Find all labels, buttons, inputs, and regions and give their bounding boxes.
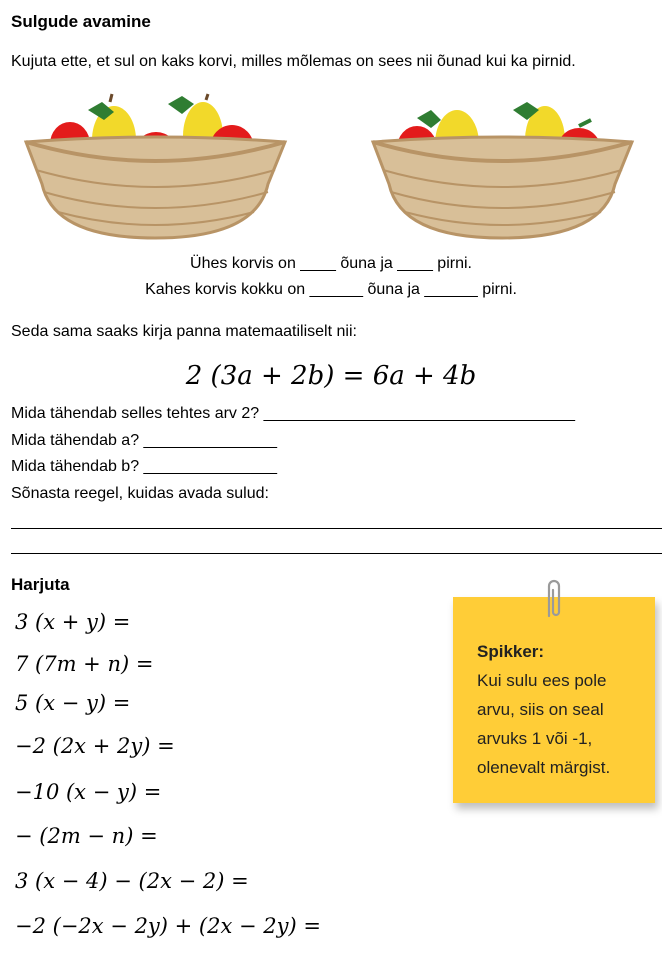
basket-question-1: Ühes korvis on ____ õuna ja ____ pirni. [190, 255, 472, 272]
exercise-5: −10 (x − y) = [15, 780, 162, 804]
sticky-note [453, 597, 655, 803]
sticky-note-text [477, 637, 610, 782]
sticky-note-title: Spikker: [477, 642, 545, 661]
page-title: Sulgude avamine [11, 12, 151, 31]
answer-line [11, 528, 662, 529]
exercise-8: −2 (−2x − 2y) + (2x − 2y) = [15, 914, 321, 938]
practice-title: Harjuta [11, 575, 70, 594]
exercise-7: 3 (x − 4) − (2x − 2) = [15, 869, 249, 893]
main-equation: 2 (3a + 2b) = 6a + 4b [185, 361, 477, 391]
exercise-6: − (2m − n) = [15, 824, 158, 848]
question-b: Mida tähendab b? _______________ [11, 458, 278, 475]
basket-shape [26, 137, 285, 238]
sticky-note-line: Kui sulu ees pole [477, 671, 607, 690]
exercise-3: 5 (x − y) = [15, 691, 131, 715]
intro-text: Kujuta ette, et sul on kaks korvi, milles mõlemas on sees nii õunad kui ka pirnid. [11, 53, 576, 70]
sticky-note-line: arvu, siis on seal [477, 700, 604, 719]
exercise-2: 7 (7m + n) = [15, 652, 154, 676]
question-number-2: Mida tähendab selles tehtes arv 2? ___________________________________ [11, 405, 576, 422]
sticky-note-line: olenevalt märgist. [477, 758, 611, 777]
basket-shape [373, 137, 632, 238]
basket-right-illustration [365, 92, 640, 240]
paperclip-icon [543, 576, 565, 624]
basket-left-illustration [18, 92, 293, 240]
question-a: Mida tähendab a? _______________ [11, 432, 278, 449]
exercise-1: 3 (x + y) = [15, 610, 131, 634]
sticky-note-line: arvuks 1 või -1, [477, 729, 593, 748]
exercise-4: −2 (2x + 2y) = [15, 734, 175, 758]
answer-line [11, 553, 662, 554]
math-intro-text: Seda sama saaks kirja panna matemaatiliselt nii: [11, 323, 357, 340]
basket-question-2: Kahes korvis kokku on ______ õuna ja ______ pirni. [145, 281, 517, 298]
question-rule: Sõnasta reegel, kuidas avada sulud: [11, 485, 269, 502]
